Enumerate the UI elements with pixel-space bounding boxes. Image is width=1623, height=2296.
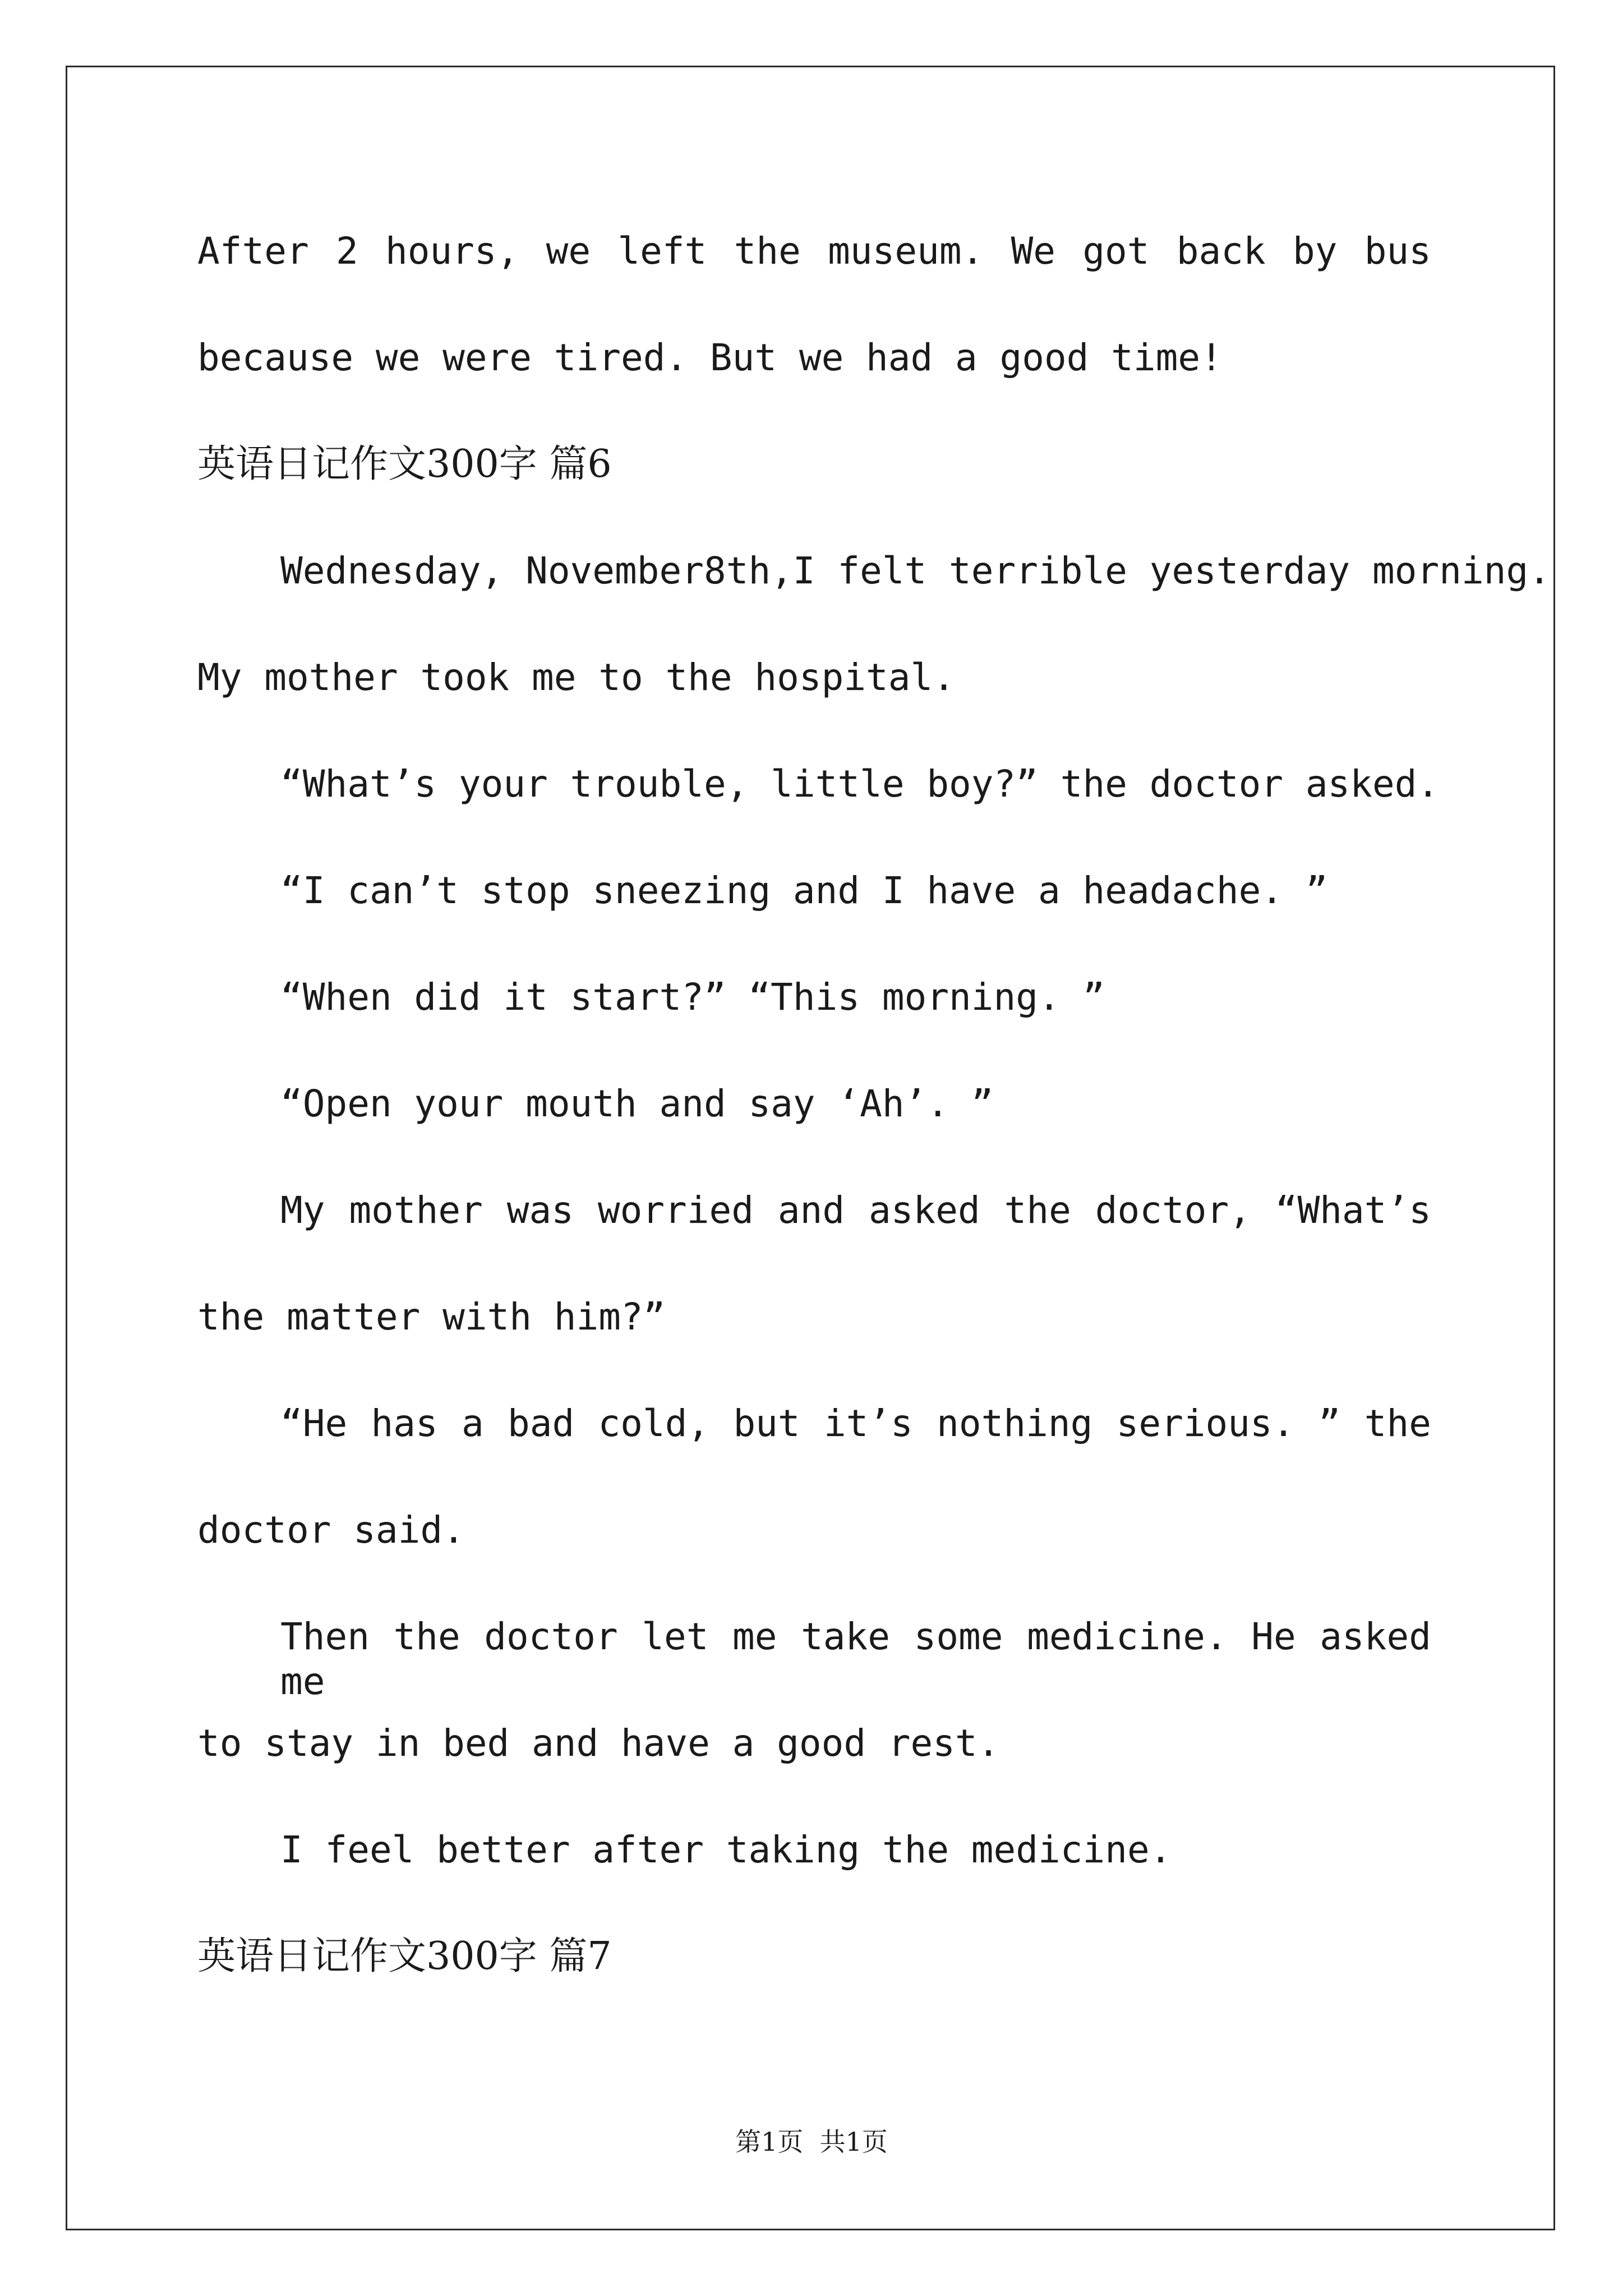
section-heading: 英语日记作文300字 篇7	[197, 1934, 612, 1978]
body-text-line: because we were tired. But we had a good time!	[197, 336, 1223, 379]
body-text-line: “When did it start?” “This morning. ”	[280, 976, 1105, 1019]
body-text-line: My mother took me to the hospital.	[197, 656, 956, 699]
page-number-footer: 第1页 共1页	[735, 2127, 888, 2157]
body-text-line: I feel better after taking the medicine.	[280, 1828, 1172, 1871]
section-heading: 英语日记作文300字 篇6	[197, 442, 612, 486]
body-text-line: My mother was worried and asked the doctor, “What’s	[280, 1189, 1431, 1232]
body-text-line: to stay in bed and have a good rest.	[197, 1722, 1000, 1765]
body-text-line: “He has a bad cold, but it’s nothing serious. ” the	[280, 1402, 1431, 1445]
page-border	[66, 66, 1555, 2230]
body-text-line: “Open your mouth and say ‘Ah’. ”	[280, 1082, 994, 1125]
body-text-line: Wednesday, November8th,I felt terrible yesterday morning.	[280, 549, 1551, 592]
body-text-line: Then the doctor let me take some medicine. He asked me	[280, 1615, 1431, 1703]
body-text-line: “What’s your trouble, little boy?” the doctor asked.	[280, 762, 1440, 806]
body-text-line: doctor said.	[197, 1508, 465, 1552]
body-text-line: “I can’t stop sneezing and I have a headache. ”	[280, 869, 1328, 912]
body-text-line: After 2 hours, we left the museum. We got back by bus	[197, 229, 1431, 273]
body-text-line: the matter with him?”	[197, 1295, 666, 1338]
